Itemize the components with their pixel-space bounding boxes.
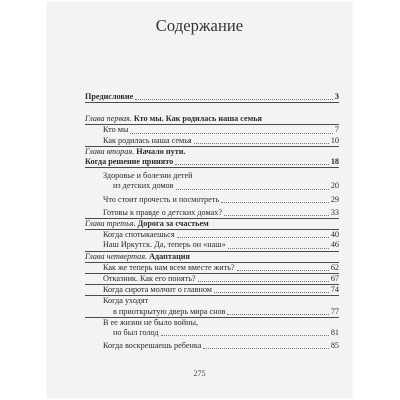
- toc-entry-page: 40: [330, 230, 339, 240]
- toc-entry-label: Как же теперь нам всем вместе жить?: [103, 262, 235, 272]
- toc-entry-page: 20: [330, 181, 339, 191]
- toc-entry: [85, 125, 339, 135]
- book-page: [47, 2, 352, 398]
- chapter-title-line2: Когда решение принято: [85, 157, 174, 167]
- toc-entry: [85, 195, 339, 205]
- toc-entry-page: 62: [330, 262, 339, 272]
- toc-entry-label: Когда уходят: [103, 296, 149, 306]
- toc-entry-label: Предисловие: [85, 92, 134, 101]
- table-of-contents: [85, 92, 339, 351]
- chapter-prefix: Глава вторая.: [85, 146, 135, 156]
- toc-entry: [85, 274, 339, 285]
- toc-entry-page: 74: [330, 285, 339, 295]
- toc-entry: [85, 171, 339, 191]
- toc-entry-page: 7: [334, 125, 339, 135]
- toc-entry-label: Готовы к правде о детских домах?: [103, 207, 222, 217]
- toc-entry: [85, 208, 339, 219]
- toc-entry-label: Здоровье и болезни детей: [103, 171, 193, 181]
- page-number: 275: [193, 369, 206, 378]
- dot-leader: [130, 133, 332, 134]
- dot-leader: [176, 189, 329, 190]
- chapter-heading-2: [85, 147, 339, 157]
- toc-entry-page: 3: [334, 92, 339, 101]
- toc-entry-page: 46: [330, 240, 339, 250]
- chapter-prefix: Глава первая.: [85, 114, 132, 124]
- toc-entry: [85, 296, 339, 317]
- toc-entry-preface: [85, 92, 339, 103]
- dot-leader: [227, 314, 328, 315]
- toc-entry-page: 33: [330, 207, 339, 217]
- page-title: Содержание: [155, 16, 244, 35]
- toc-entry: [85, 318, 339, 338]
- dot-leader: [224, 215, 329, 216]
- toc-entry-page: 77: [330, 306, 339, 316]
- toc-entry-page: 85: [330, 341, 339, 351]
- toc-entry: [85, 341, 339, 351]
- dot-leader: [221, 202, 329, 203]
- toc-entry-page: 81: [330, 328, 339, 338]
- dot-leader: [194, 143, 329, 144]
- toc-entry-label: Как родилась наша семья: [103, 135, 192, 145]
- chapter-heading-1: [85, 114, 339, 125]
- toc-entry: [85, 263, 339, 274]
- chapter-heading-4: [85, 252, 339, 263]
- dot-leader: [214, 292, 329, 293]
- toc-entry-page: 67: [330, 274, 339, 284]
- chapter-title: Начало пути.: [136, 146, 186, 156]
- toc-entry-label-cont: но был голод: [113, 328, 159, 338]
- dot-leader: [161, 335, 329, 336]
- toc-entry-label: В ее жизни не было войны,: [103, 317, 199, 327]
- toc-entry: [85, 240, 339, 251]
- chapter-title: Дорога за счастьем: [137, 219, 209, 229]
- chapter-heading-3: [85, 219, 339, 230]
- toc-entry-label-cont: в приоткрытую дверь мира снов: [113, 306, 226, 316]
- toc-entry: [85, 136, 339, 147]
- toc-entry: [85, 285, 339, 296]
- toc-entry-label: Отказник. Как его понять?: [103, 274, 196, 284]
- dot-leader: [135, 99, 333, 100]
- dot-leader: [198, 281, 329, 282]
- toc-entry-label: Когда сирота молчит о главном: [103, 285, 212, 295]
- dot-leader: [177, 237, 329, 238]
- toc-entry-label: Что стоит прочесть и посмотреть: [103, 194, 220, 204]
- spacer: [85, 103, 339, 114]
- toc-entry-page: 10: [330, 135, 339, 145]
- toc-entry-page: 29: [330, 194, 339, 204]
- chapter-title: Кто мы. Как родилась наша семья: [133, 114, 262, 124]
- dot-leader: [228, 248, 329, 249]
- toc-entry-page: 18: [330, 157, 339, 167]
- dot-leader: [237, 270, 329, 271]
- chapter-prefix: Глава третья.: [85, 219, 136, 229]
- chapter-heading-2-line2: [85, 157, 339, 168]
- toc-entry-label: Кто мы: [103, 125, 129, 135]
- toc-entry-label: Когда воскрешаешь ребенка: [103, 341, 202, 351]
- toc-entry: [85, 230, 339, 240]
- toc-entry-label: Когда спотыкаешься: [103, 230, 175, 240]
- toc-entry-label: Наш Иркутск. Да, теперь он «наш»: [103, 240, 226, 250]
- toc-entry-label-cont: из детских домов: [113, 181, 174, 191]
- dot-leader: [175, 164, 329, 165]
- dot-leader: [203, 348, 328, 349]
- chapter-prefix: Глава четвертая.: [85, 251, 148, 261]
- chapter-title: Адаптация: [149, 251, 190, 261]
